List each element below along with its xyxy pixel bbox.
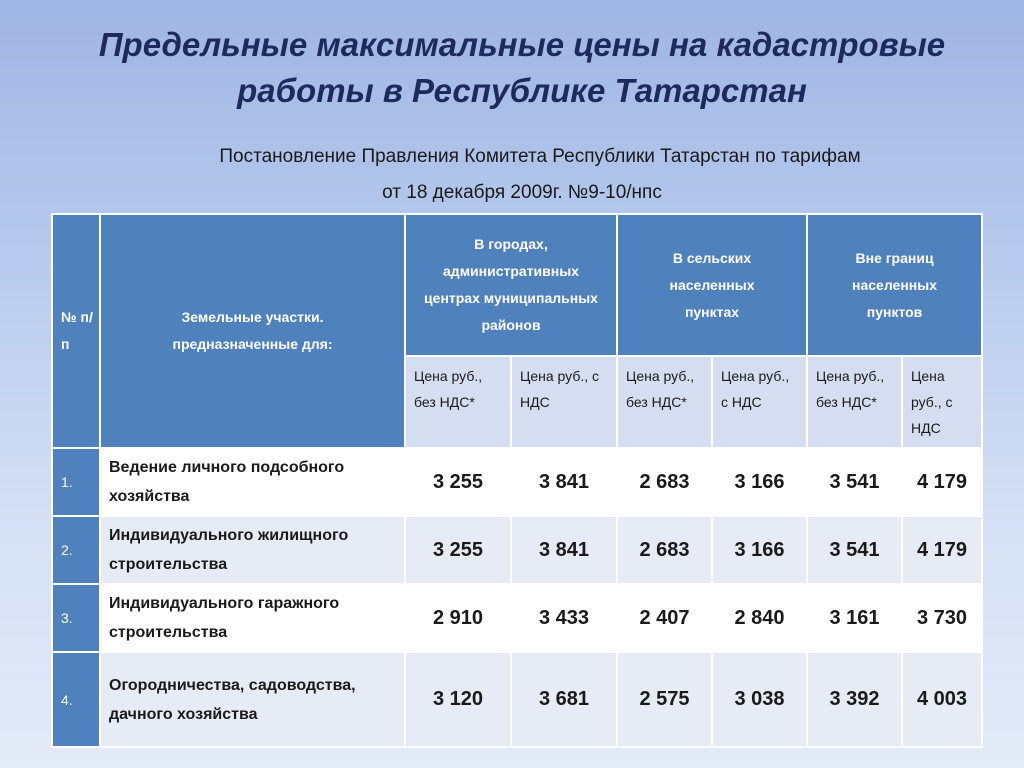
row-number: 3. — [52, 584, 100, 652]
title-line-1: Предельные максимальные цены на кадастровые — [98, 26, 946, 63]
price-cell: 3 038 — [712, 652, 807, 747]
subheader-price-with-vat: Цена руб., с НДС — [902, 356, 982, 448]
price-cell: 3 681 — [511, 652, 617, 747]
price-cell: 2 840 — [712, 584, 807, 652]
col-header-number: № п/п — [52, 214, 100, 448]
table-row — [52, 516, 982, 584]
subheader-price-with-vat: Цена руб., с НДС — [712, 356, 807, 448]
subheader-price-with-vat: Цена руб., с НДС — [511, 356, 617, 448]
price-cell: 3 166 — [712, 448, 807, 516]
row-land-purpose: Индивидуального жилищного строительства — [100, 516, 405, 584]
slide-title — [0, 22, 1024, 114]
price-cell: 3 166 — [712, 516, 807, 584]
group-header-cities: В городах, административных центрах муниципальных районов — [405, 214, 617, 356]
price-cell: 3 841 — [511, 448, 617, 516]
price-cell: 3 120 — [405, 652, 511, 747]
price-cell: 3 541 — [807, 448, 902, 516]
price-cell: 3 541 — [807, 516, 902, 584]
row-number: 4. — [52, 652, 100, 747]
price-cell: 3 730 — [902, 584, 982, 652]
price-cell: 3 255 — [405, 516, 511, 584]
price-cell: 4 179 — [902, 448, 982, 516]
price-cell: 3 841 — [511, 516, 617, 584]
row-land-purpose: Индивидуального гаражного строительства — [100, 584, 405, 652]
price-cell: 3 161 — [807, 584, 902, 652]
row-number: 2. — [52, 516, 100, 584]
group-header-outside: Вне границ населенных пунктов — [807, 214, 982, 356]
price-cell: 2 683 — [617, 516, 712, 584]
title-line-2: работы в Республике Татарстан — [237, 72, 807, 109]
price-cell: 2 910 — [405, 584, 511, 652]
row-land-purpose: Ведение личного подсобного хозяйства — [100, 448, 405, 516]
price-table — [51, 213, 983, 748]
subtitle-line-1: Постановление Правления Комитета Республики Татарстан по тарифам — [219, 146, 861, 167]
group-header-rural: В сельских населенных пунктах — [617, 214, 807, 356]
table-row — [52, 584, 982, 652]
price-cell: 3 255 — [405, 448, 511, 516]
subheader-price-no-vat: Цена руб., без НДС* — [617, 356, 712, 448]
table-row — [52, 448, 982, 516]
price-cell: 2 683 — [617, 448, 712, 516]
price-cell: 3 392 — [807, 652, 902, 747]
table-row — [52, 652, 982, 747]
col-header-land-plots: Земельные участки. предназначенные для: — [100, 214, 405, 448]
price-cell: 2 575 — [617, 652, 712, 747]
price-cell: 2 407 — [617, 584, 712, 652]
subheader-price-no-vat: Цена руб., без НДС* — [807, 356, 902, 448]
row-land-purpose: Огородничества, садоводства, дачного хозяйства — [100, 652, 405, 747]
subtitle-line-2: от 18 декабря 2009г. №9-10/нпс — [382, 182, 662, 203]
price-cell: 3 433 — [511, 584, 617, 652]
row-number: 1. — [52, 448, 100, 516]
price-cell: 4 003 — [902, 652, 982, 747]
subheader-price-no-vat: Цена руб., без НДС* — [405, 356, 511, 448]
price-cell: 4 179 — [902, 516, 982, 584]
